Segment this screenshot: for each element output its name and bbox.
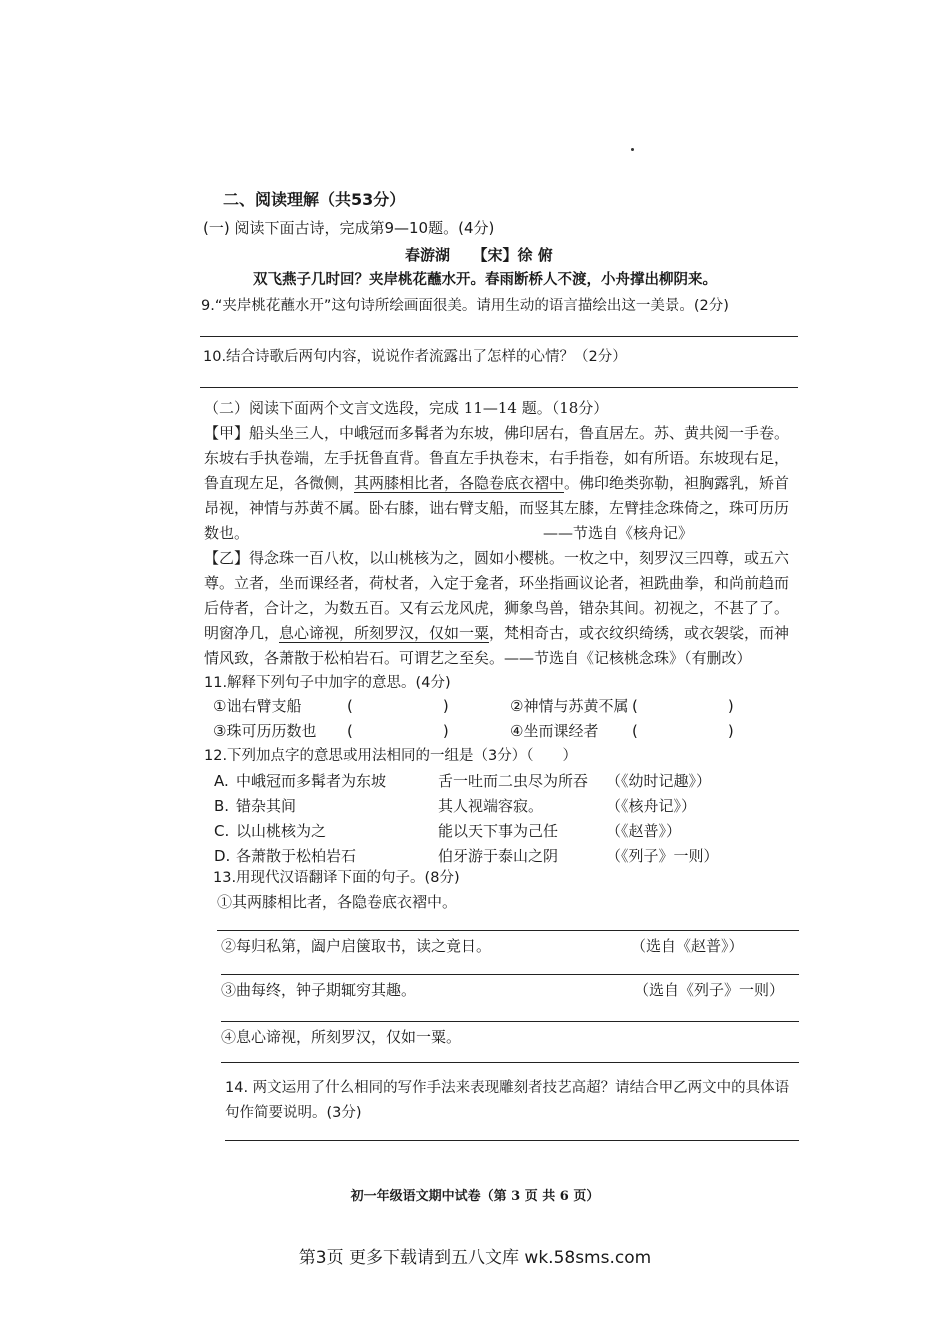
- q12-option-d-left: 各萧散于松柏岩石: [236, 847, 357, 865]
- answer-line-q9[interactable]: [200, 336, 798, 337]
- passage-yi-line-2: 尊。立者，坐而课经者，荷杖者，入定于龛者，环坐指画议论者，袒跣曲拳，和尚前趋而: [204, 574, 790, 592]
- answer-line-q14[interactable]: [225, 1140, 799, 1141]
- passage-jia-line-5: 数也。: [204, 524, 250, 542]
- question-12: 12.下列加点字的意思或用法相同的一组是（3分）（ ）: [204, 748, 578, 764]
- q12-option-c-left: 以山桃核为之: [236, 822, 327, 840]
- q13-sentence-4: ④息心谛视，所刻罗汉，仅如一粟。: [221, 1028, 462, 1046]
- exam-footer: 初一年级语文期中试卷（第 3 页 共 6 页）: [350, 1189, 600, 1204]
- site-footer: 第3页 更多下载请到五八文库 wk.58sms.com: [298, 1248, 652, 1268]
- q11-answer-blank-4[interactable]: ( ): [632, 722, 734, 740]
- answer-line-q13-4[interactable]: [221, 1062, 799, 1063]
- q11-item-1: ①诎右臂支船: [213, 697, 302, 715]
- q12-option-b-left: 错杂其间: [236, 797, 297, 815]
- q12-option-c-label[interactable]: C.: [214, 822, 230, 840]
- q11-item-4: ④坐而课经者: [510, 722, 599, 740]
- passage-yi-line-4-start: 明窗净几，: [204, 624, 280, 642]
- part1-instruction: (一) 阅读下面古诗，完成第9—10题。(4分): [203, 219, 495, 237]
- passage-jia-line-3-end: 。佛印绝类弥勒，袒胸露乳，矫首: [564, 474, 790, 492]
- q12-option-b-label[interactable]: B.: [214, 797, 230, 815]
- q11-answer-blank-3[interactable]: ( ): [347, 722, 449, 740]
- passage-yi-line-4: [204, 623, 789, 643]
- q12-option-a-label[interactable]: A.: [214, 772, 229, 790]
- question-11: 11.解释下列句子中加字的意思。(4分): [204, 675, 451, 691]
- answer-line-q13-2[interactable]: [221, 974, 799, 975]
- passage-yi-line-3: 后侍者，合计之，为数五百。又有云龙风虎，狮象鸟兽，错杂其间。初视之，不甚了了。: [204, 599, 790, 617]
- q11-item-2: ②神情与苏黄不属: [510, 697, 629, 715]
- q12-option-c-source: （《赵普》）: [606, 822, 682, 840]
- question-14-line-2: 句作简要说明。(3分): [225, 1105, 362, 1121]
- q11-answer-blank-2[interactable]: ( ): [632, 697, 734, 715]
- q11-answer-blank-1[interactable]: ( ): [347, 697, 449, 715]
- q12-option-c-right: 能以天下事为己任: [438, 822, 559, 840]
- underlined-sentence-yi: 息心谛视，所刻罗汉，仅如一粟: [279, 624, 490, 642]
- passage-jia-line-4: 昂视，神情与苏黄不属。卧右膝，诎右臂支船，而竖其左膝，左臂挂念珠倚之，珠可历历: [204, 499, 790, 517]
- question-9: 9.“夹岸桃花蘸水开”这句诗所绘画面很美。请用生动的语言描绘出这一美景。(2分): [201, 298, 729, 314]
- answer-line-q10[interactable]: [200, 387, 798, 388]
- answer-line-q13-1[interactable]: [217, 930, 799, 931]
- q12-option-b-right: 其人视端容寂。: [438, 797, 544, 815]
- q13-source-3: （选自《列子》一则）: [634, 981, 785, 999]
- passage-jia-line-2: 东坡右手执卷端，左手抚鲁直背。鲁直左手执卷末，右手指卷，如有所语。东坡现右足，: [204, 449, 790, 467]
- question-10: 10.结合诗歌后两句内容，说说作者流露出了怎样的心情？（2分）: [203, 349, 627, 365]
- passage-yi-line-4-end: ，梵相奇古，或衣纹织绮绣，或衣袈裟，而神: [489, 624, 790, 642]
- q11-item-3: ③珠可历历数也: [213, 722, 317, 740]
- passage-jia-source: ——节选自《核舟记》: [543, 524, 694, 542]
- q13-sentence-1: ①其两膝相比者，各隐卷底衣褶中。: [217, 893, 458, 911]
- underlined-sentence-jia: 其两膝相比者，各隐卷底衣褶中: [354, 474, 565, 492]
- q13-sentence-2: ②每归私第，阖户启箧取书，读之竟日。: [221, 937, 492, 955]
- q12-option-d-label[interactable]: D.: [214, 847, 231, 865]
- q12-option-a-source: （《幼时记趣》）: [606, 772, 712, 790]
- q12-option-a-right: 舌一吐而二虫尽为所吞: [438, 772, 589, 790]
- poem-text: 双飞燕子几时回？夹岸桃花蘸水开。春雨断桥人不渡，小舟撑出柳阴来。: [253, 271, 717, 288]
- q12-option-b-source: （《核舟记》）: [606, 797, 697, 815]
- q13-sentence-3: ③曲每终，钟子期辄穷其趣。: [221, 981, 417, 999]
- question-14-line-1: 14. 两文运用了什么相同的写作手法来表现雕刻者技艺高超？请结合甲乙两文中的具体语: [225, 1080, 790, 1096]
- poem-title: 春游湖 【宋】徐 俯: [405, 246, 553, 264]
- q12-option-d-right: 伯牙游于泰山之阴: [438, 847, 559, 865]
- answer-line-q13-3[interactable]: [221, 1021, 799, 1022]
- passage-jia-line-3: [204, 473, 789, 493]
- part2-instruction: （二）阅读下面两个文言文选段，完成 11—14 题。（18分）: [204, 399, 609, 417]
- passage-yi-line-5: 情风致，各萧散于松柏岩石。可谓艺之至矣。——节选自《记核桃念珠》（有删改）: [204, 649, 752, 667]
- passage-jia-line-1: 【甲】船头坐三人，中峨冠而多髯者为东坡，佛印居右，鲁直居左。苏、黄共阅一手卷。: [204, 424, 790, 442]
- q12-option-d-source: （《列子》一则）: [606, 847, 719, 865]
- passage-yi-line-1: 【乙】得念珠一百八枚，以山桃核为之，圆如小樱桃。一枚之中，刻罗汉三四尊，或五六: [204, 549, 790, 567]
- passage-jia-line-3-start: 鲁直现左足，各微侧，: [204, 474, 355, 492]
- question-13: 13.用现代汉语翻译下面的句子。(8分): [213, 870, 460, 886]
- section-title: 二、阅读理解（共53分）: [223, 190, 406, 209]
- scan-speck: [631, 148, 634, 151]
- q12-option-a-left: 中峨冠而多髯者为东坡: [236, 772, 387, 790]
- q13-source-2: （选自《赵普》）: [631, 937, 744, 955]
